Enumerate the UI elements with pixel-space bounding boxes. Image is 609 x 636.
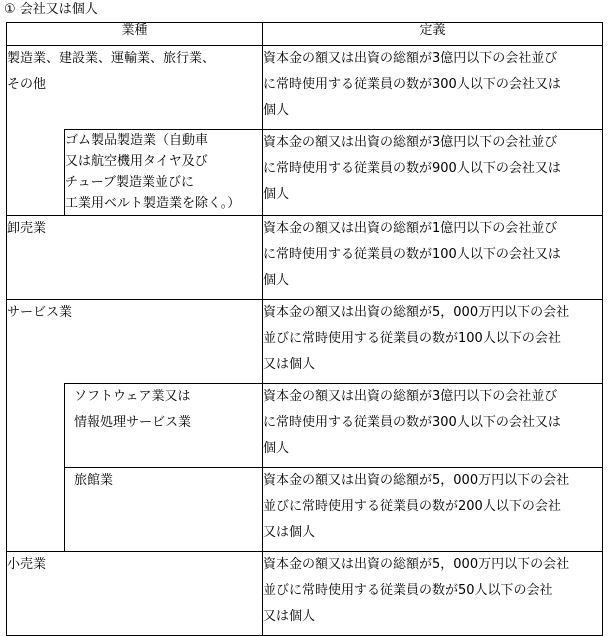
definition-line: 個人 <box>263 103 290 118</box>
definition-line: 又は個人 <box>263 609 316 624</box>
definition-line: 資本金の額又は出資の総額が3億円以下の会社並び <box>263 389 558 404</box>
definition-line: に常時使用する従業員の数が300人以下の会社又は <box>263 415 561 430</box>
definition-line: 資本金の額又は出資の総額が3億円以下の会社並び <box>263 51 558 66</box>
sme-definition-table <box>6 22 603 636</box>
definition-line: 資本金の額又は出資の総額が3億円以下の会社並び <box>263 135 558 150</box>
definition-column-header: 定義 <box>263 23 603 46</box>
table-row-inn <box>7 468 603 552</box>
definition-line: に常時使用する従業員の数が100人以下の会社又は <box>263 247 561 262</box>
definition-line: 又は個人 <box>263 357 316 372</box>
definition-line: 個人 <box>263 441 290 456</box>
definition-line: に常時使用する従業員の数が900人以下の会社又は <box>263 161 561 176</box>
definition-line: 資本金の額又は出資の総額が5，000万円以下の会社 <box>263 557 570 572</box>
definition-line: 資本金の額又は出資の総額が5，000万円以下の会社 <box>263 473 570 488</box>
definition-line: に常時使用する従業員の数が300人以下の会社又は <box>263 77 561 92</box>
definition-cell-inn <box>263 468 603 552</box>
industry-column-header: 業種 <box>7 23 263 46</box>
indent-spacer <box>7 468 65 552</box>
definition-line: 並びに常時使用する従業員の数が100人以下の会社 <box>263 331 561 346</box>
table-row-retail <box>7 552 603 636</box>
definition-cell-rubber <box>263 130 603 216</box>
definition-cell-wholesale <box>263 216 603 300</box>
industry-line: 又は航空機用タイヤ及び <box>65 154 208 169</box>
industry-cell-rubber <box>65 130 263 216</box>
definition-cell-service <box>263 300 603 384</box>
section-heading: ① 会社又は個人 <box>4 2 98 17</box>
industry-cell-service <box>7 300 263 384</box>
industry-cell-retail <box>7 552 263 636</box>
industry-cell-manufacturing <box>7 46 263 130</box>
table-row-wholesale <box>7 216 603 300</box>
table-row-software <box>7 384 603 468</box>
industry-line: 工業用ベルト製造業を除く。） <box>65 196 241 211</box>
industry-cell-software <box>65 384 263 468</box>
table-row-service <box>7 300 603 384</box>
industry-line: ソフトウェア業又は <box>74 389 191 404</box>
table-row-manufacturing <box>7 46 603 130</box>
industry-line: 情報処理サービス業 <box>74 415 192 430</box>
table-header-row <box>7 23 603 46</box>
definition-line: 並びに常時使用する従業員の数が200人以下の会社 <box>263 499 561 514</box>
industry-line: その他 <box>7 77 47 92</box>
table-row-rubber <box>7 130 603 216</box>
definition-line: 並びに常時使用する従業員の数が50人以下の会社 <box>263 583 553 598</box>
definition-line: 資本金の額又は出資の総額が5，000万円以下の会社 <box>263 305 570 320</box>
industry-cell-inn <box>65 468 263 552</box>
industry-line: 製造業、建設業、運輸業、旅行業、 <box>7 51 216 66</box>
definition-cell-manufacturing <box>263 46 603 130</box>
definition-line: 個人 <box>263 273 290 288</box>
indent-spacer <box>7 130 65 216</box>
industry-line: ゴム製品製造業（自動車 <box>65 133 209 148</box>
industry-line: 卸売業 <box>7 221 47 236</box>
industry-cell-wholesale <box>7 216 263 300</box>
definition-line: 又は個人 <box>263 525 316 540</box>
industry-line: チューブ製造業並びに <box>65 175 194 190</box>
definition-line: 資本金の額又は出資の総額が1億円以下の会社並び <box>263 221 558 236</box>
industry-line: サービス業 <box>7 305 73 320</box>
indent-spacer <box>7 384 65 468</box>
industry-line: 小売業 <box>7 557 47 572</box>
definition-line: 個人 <box>263 187 290 202</box>
definition-cell-retail <box>263 552 603 636</box>
industry-line: 旅館業 <box>74 473 114 488</box>
definition-cell-software <box>263 384 603 468</box>
